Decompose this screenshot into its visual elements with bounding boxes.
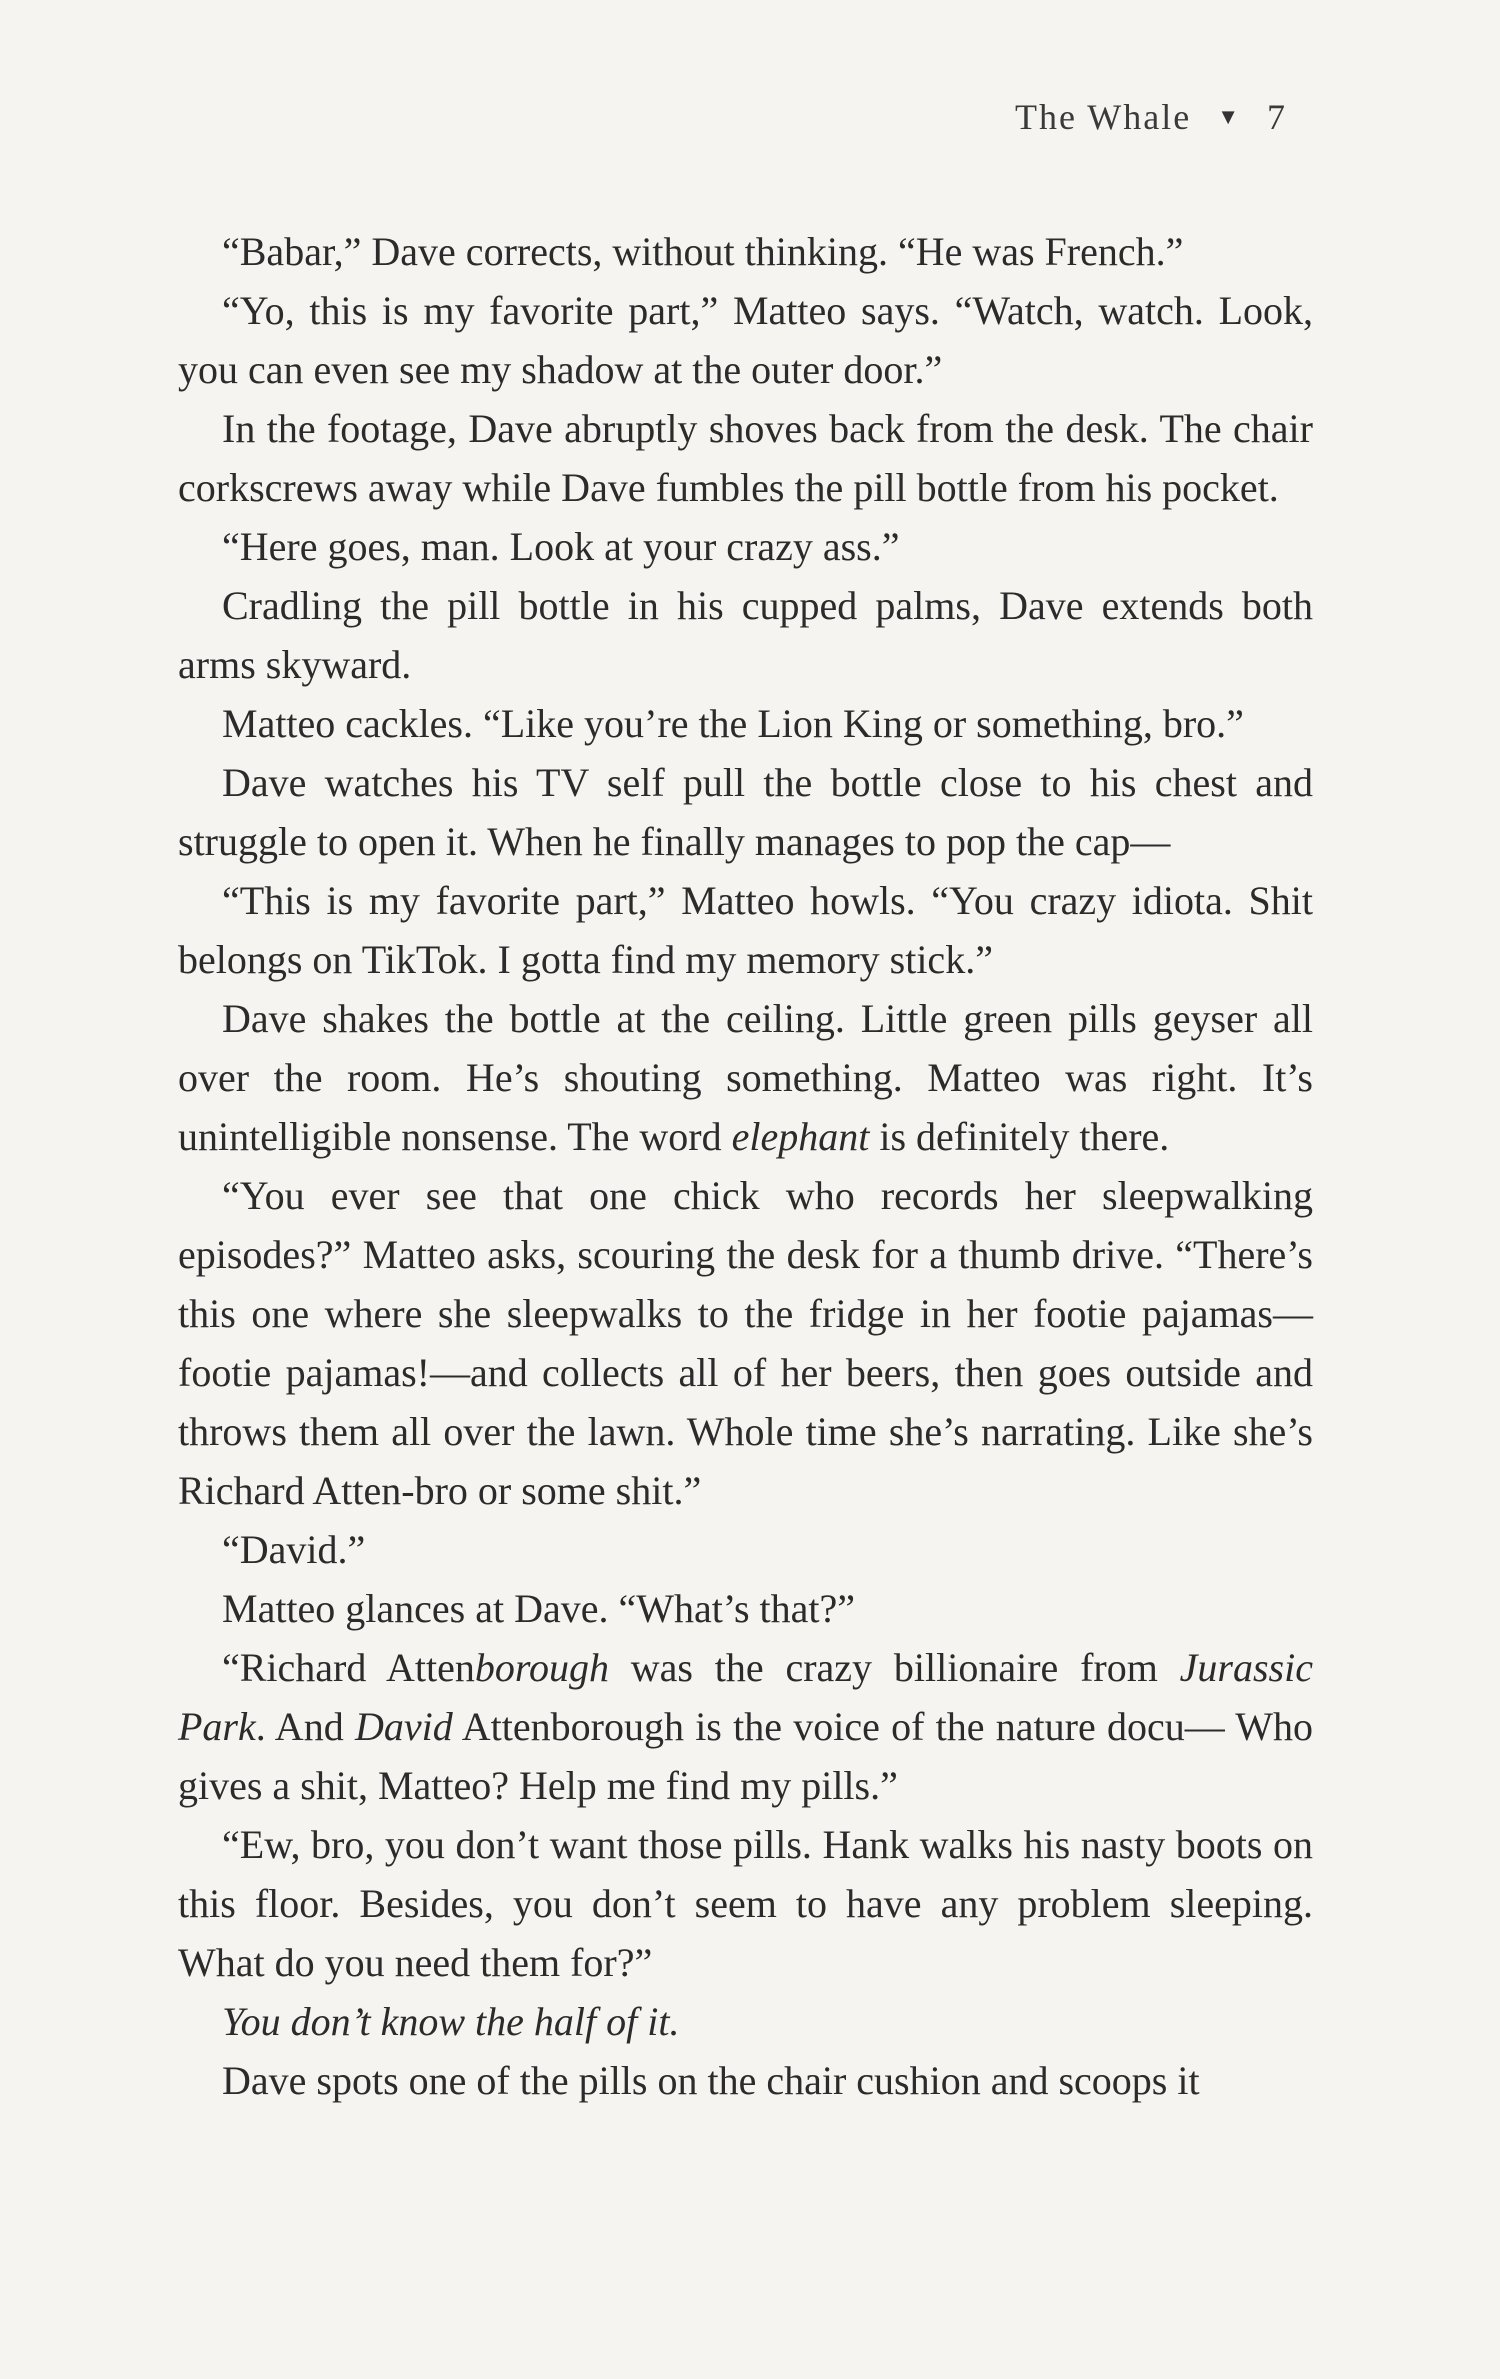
text-run: Matteo cackles. “Like you’re the Lion King or something, bro.” bbox=[222, 701, 1244, 746]
text-run: Dave spots one of the pills on the chair cushion and scoops it bbox=[222, 2058, 1200, 2103]
paragraph bbox=[178, 1815, 1313, 1992]
text-run: “This is my favorite part,” Matteo howls. “You crazy idiota. Shit belongs on TikTok. I gotta find my memory stick.” bbox=[178, 878, 1313, 982]
paragraph bbox=[178, 576, 1313, 694]
text-run: is definitely there. bbox=[869, 1114, 1170, 1159]
text-run: Dave shakes the bottle at the ceiling. Little green pills geyser all over the room. He’s shouting something. Matteo was right. It’s unintelligible nonsense. The word bbox=[178, 996, 1313, 1159]
italic-text: You don’t know the half of it. bbox=[222, 1999, 680, 2044]
text-run: “You ever see that one chick who records her sleepwalking episodes?” Matteo asks, scouring the desk for a thumb drive. “There’s this one where she sleepwalks to the fridge in her footie pajamas—footie pajamas!—and collects all of her beers, then goes outside and throws them all over the lawn. Whole time she’s narrating. Like she’s Richard Atten-bro or some shit.” bbox=[178, 1173, 1313, 1513]
paragraph bbox=[178, 989, 1313, 1166]
paragraph bbox=[178, 1520, 1313, 1579]
text-run: “Richard Atten bbox=[222, 1645, 475, 1690]
triangle-marker-icon: ▼ bbox=[1217, 104, 1241, 129]
italic-text: borough bbox=[474, 1645, 609, 1690]
paragraph bbox=[178, 1638, 1313, 1815]
text-run: Cradling the pill bottle in his cupped palms, Dave extends both arms skyward. bbox=[178, 583, 1313, 687]
text-run: “Babar,” Dave corrects, without thinking. “He was French.” bbox=[222, 229, 1184, 274]
paragraph bbox=[178, 222, 1313, 281]
italic-text: Jurassic Park bbox=[178, 1645, 1313, 1749]
italic-text: David bbox=[354, 1704, 453, 1749]
paragraph bbox=[178, 399, 1313, 517]
text-run: “Yo, this is my favorite part,” Matteo says. “Watch, watch. Look, you can even see my shadow at the outer door.” bbox=[178, 288, 1313, 392]
text-run: “Ew, bro, you don’t want those pills. Hank walks his nasty boots on this floor. Besides, you don’t seem to have any problem sleeping. What do you need them for?” bbox=[178, 1822, 1313, 1985]
text-run: Dave watches his TV self pull the bottle close to his chest and struggle to open it. When he finally manages to pop the cap— bbox=[178, 760, 1313, 864]
text-run: Matteo glances at Dave. “What’s that?” bbox=[222, 1586, 856, 1631]
paragraph bbox=[178, 281, 1313, 399]
paragraph bbox=[178, 871, 1313, 989]
paragraph bbox=[178, 1992, 1313, 2051]
paragraph bbox=[178, 517, 1313, 576]
text-run: “David.” bbox=[222, 1527, 366, 1572]
paragraph bbox=[178, 2051, 1313, 2110]
chapter-title: The Whale bbox=[1014, 97, 1192, 137]
page-number: 7 bbox=[1267, 97, 1287, 137]
paragraph bbox=[178, 1579, 1313, 1638]
italic-text: elephant bbox=[731, 1114, 870, 1159]
paragraph bbox=[178, 694, 1313, 753]
paragraph bbox=[178, 753, 1313, 871]
text-run: was the crazy billionaire from bbox=[608, 1645, 1180, 1690]
text-run: Attenborough is the voice of the nature docu— Who gives a shit, Matteo? Help me find my pills.” bbox=[178, 1704, 1314, 1808]
paragraph bbox=[178, 1166, 1313, 1520]
text-run: In the footage, Dave abruptly shoves back from the desk. The chair corkscrews away while Dave fumbles the pill bottle from his pocket. bbox=[178, 406, 1313, 510]
text-run: . And bbox=[255, 1704, 355, 1749]
body-text bbox=[178, 222, 1313, 2110]
text-run: “Here goes, man. Look at your crazy ass.” bbox=[222, 524, 900, 569]
running-head bbox=[1015, 96, 1287, 138]
